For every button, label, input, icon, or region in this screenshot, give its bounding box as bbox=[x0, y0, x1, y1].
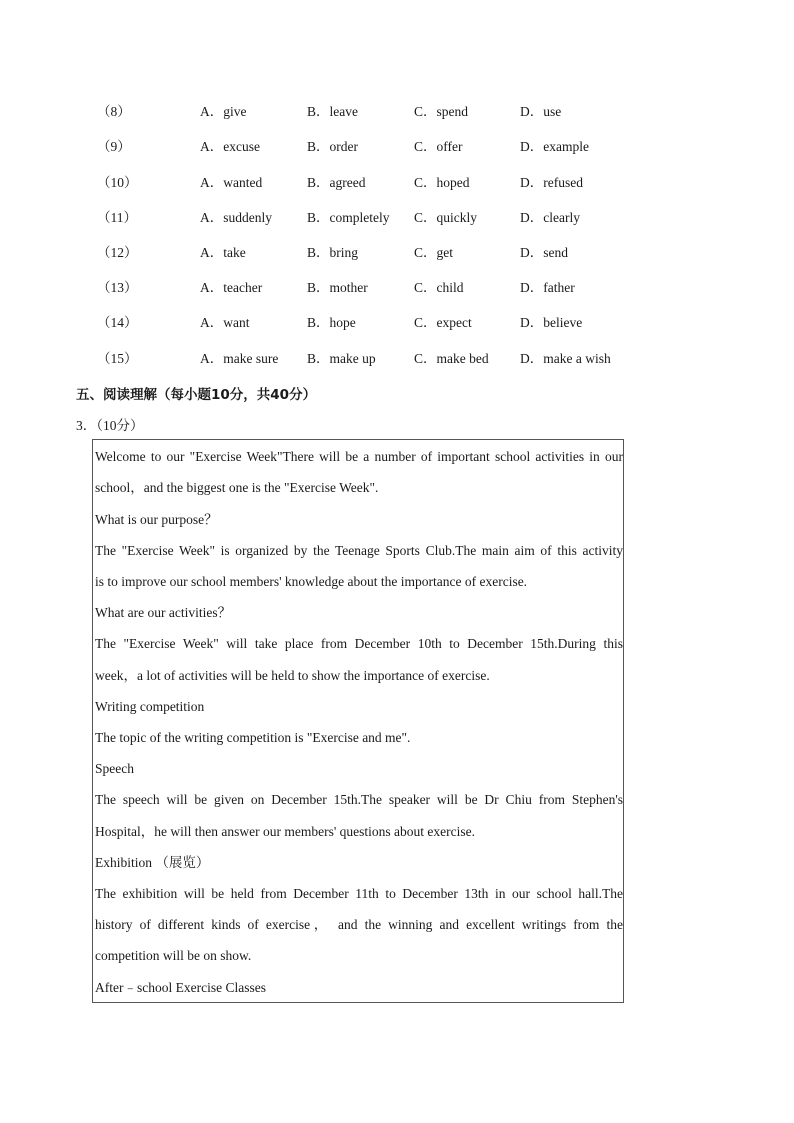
question-number: （8） bbox=[97, 104, 131, 119]
question-number: （11） bbox=[97, 210, 137, 225]
option-a: A．give bbox=[200, 104, 247, 119]
option-d: D．send bbox=[520, 245, 568, 260]
reading-passage-box bbox=[92, 439, 624, 1003]
question-number: （14） bbox=[97, 315, 138, 330]
passage-heading: Speech bbox=[95, 761, 134, 776]
option-a: A．excuse bbox=[200, 139, 260, 154]
option-c: C．offer bbox=[414, 139, 463, 154]
option-c: C．expect bbox=[414, 315, 472, 330]
option-d: D．refused bbox=[520, 175, 583, 190]
passage-heading: What are our activities？ bbox=[95, 605, 232, 620]
option-d: D．father bbox=[520, 280, 575, 295]
passage-line: The "Exercise Week" will take place from December 10th to December 15th.During this bbox=[95, 636, 623, 651]
option-c: C．make bed bbox=[414, 351, 489, 366]
passage-heading: Exhibition （展览） bbox=[95, 855, 210, 870]
option-b: B．completely bbox=[307, 210, 390, 225]
passage-line: school，and the biggest one is the "Exercise Week". bbox=[95, 480, 379, 495]
question-number: （12） bbox=[97, 245, 138, 260]
option-b: B．mother bbox=[307, 280, 368, 295]
option-b: B．agreed bbox=[307, 175, 366, 190]
option-c: C．get bbox=[414, 245, 453, 260]
section-title: 五、阅读理解（每小题10分，共40分） bbox=[76, 387, 317, 403]
passage-line: The topic of the writing competition is "Exercise and me". bbox=[95, 730, 411, 745]
option-a: A．take bbox=[200, 245, 246, 260]
option-c: C．hoped bbox=[414, 175, 470, 190]
option-c: C．quickly bbox=[414, 210, 477, 225]
option-c: C．child bbox=[414, 280, 464, 295]
option-b: B．hope bbox=[307, 315, 356, 330]
question-number: （10） bbox=[97, 175, 138, 190]
option-b: B．bring bbox=[307, 245, 359, 260]
passage-line: week，a lot of activities will be held to show the importance of exercise. bbox=[95, 668, 490, 683]
option-d: D．use bbox=[520, 104, 562, 119]
option-a: A．teacher bbox=[200, 280, 263, 295]
option-d: D．believe bbox=[520, 315, 583, 330]
passage-line: The exhibition will be held from December 11th to December 13th in our school hall.The bbox=[95, 886, 623, 901]
option-d: D．clearly bbox=[520, 210, 580, 225]
question-number: （15） bbox=[97, 351, 138, 366]
option-a: A．wanted bbox=[200, 175, 263, 190]
option-a: A．want bbox=[200, 315, 250, 330]
question-number: （13） bbox=[97, 280, 138, 295]
question-number: （9） bbox=[97, 139, 131, 154]
passage-line: Welcome to our "Exercise Week"There will be a number of important school activities in our bbox=[95, 449, 623, 464]
option-d: D．make a wish bbox=[520, 351, 611, 366]
option-c: C．spend bbox=[414, 104, 468, 119]
question-title: 3．（10分） bbox=[76, 418, 144, 433]
passage-line: competition will be on show. bbox=[95, 948, 252, 963]
passage-line: The speech will be given on December 15th.The speaker will be Dr Chiu from Stephen's bbox=[95, 792, 623, 807]
passage-line: history of different kinds of exercise， and the winning and excellent writings from the bbox=[95, 917, 623, 932]
passage-heading: What is our purpose？ bbox=[95, 512, 218, 527]
passage-line: is to improve our school members' knowledge about the importance of exercise. bbox=[95, 574, 528, 589]
option-a: A．make sure bbox=[200, 351, 279, 366]
passage-line: The "Exercise Week" is organized by the Teenage Sports Club.The main aim of this activity bbox=[95, 543, 623, 558]
option-a: A．suddenly bbox=[200, 210, 272, 225]
option-b: B．order bbox=[307, 139, 358, 154]
passage-heading: After﹣school Exercise Classes bbox=[95, 980, 266, 995]
passage-heading: Writing competition bbox=[95, 699, 205, 714]
option-b: B．make up bbox=[307, 351, 376, 366]
option-d: D．example bbox=[520, 139, 589, 154]
option-b: B．leave bbox=[307, 104, 358, 119]
passage-line: Hospital，he will then answer our members' questions about exercise. bbox=[95, 824, 475, 839]
